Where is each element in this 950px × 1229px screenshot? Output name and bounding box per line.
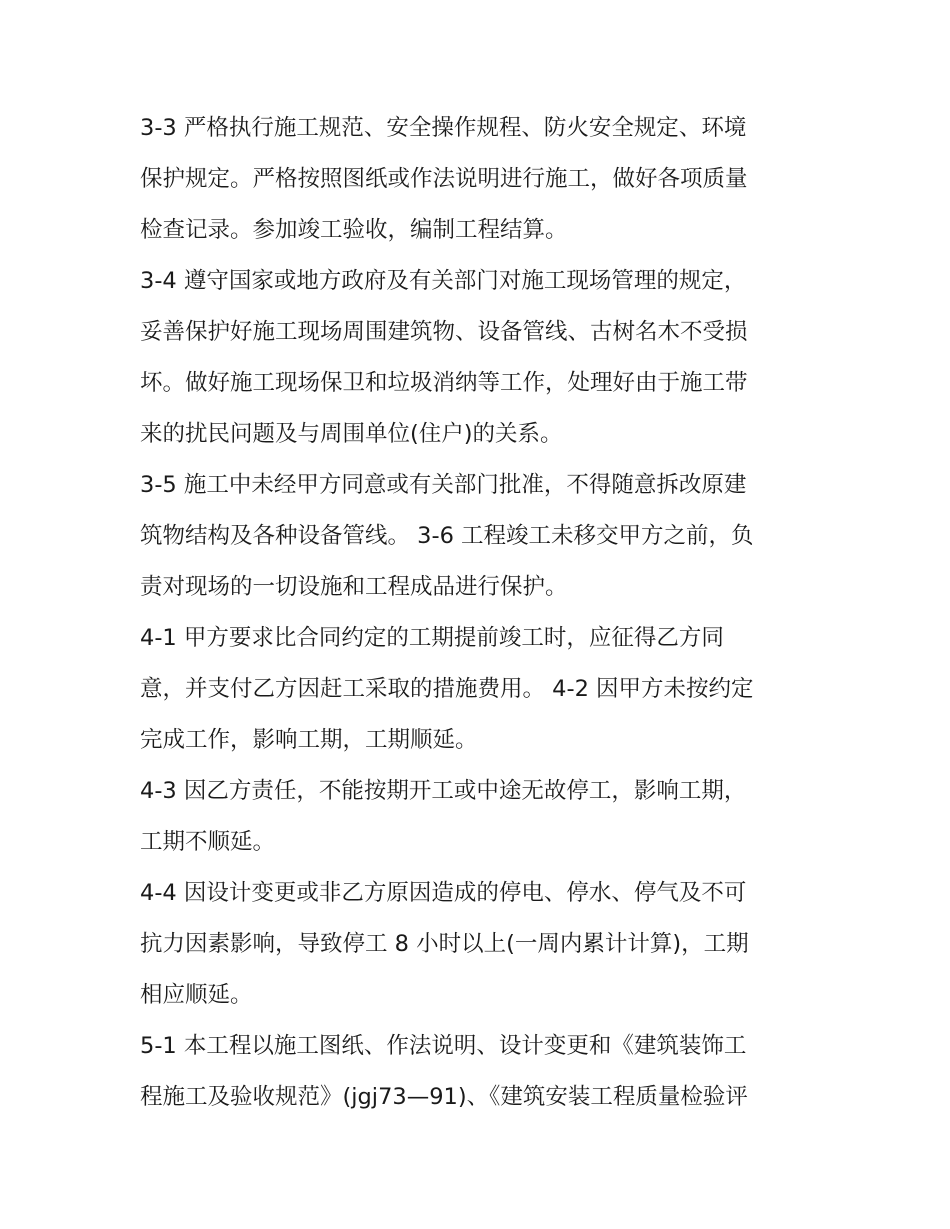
text-line: 工期不顺延。 [140,829,276,855]
text-line: 4-3 因乙方责任，不能按期开工或中途无故停工，影响工期， [140,778,747,804]
text-line: 坏。做好施工现场保卫和垃圾消纳等工作，处理好由于施工带 [140,370,748,396]
paragraph-4-4 [140,868,820,1021]
text-line: 3-4 遵守国家或地方政府及有关部门对施工现场管理的规定， [140,268,747,294]
text-line: 相应顺延。 [140,982,253,1008]
text-line: 程施工及验收规范》(jgj73—91)、《建筑安装工程质量检验评 [140,1084,748,1110]
text-line: 3-5 施工中未经甲方同意或有关部门批准，不得随意拆改原建 [140,472,747,498]
text-line: 妥善保护好施工现场周围建筑物、设备管线、古树名木不受损 [140,319,748,345]
text-line: 4-4 因设计变更或非乙方原因造成的停电、停水、停气及不可 [140,880,747,906]
paragraph-4-3 [140,766,820,868]
text-line: 5-1 本工程以施工图纸、作法说明、设计变更和《建筑装饰工 [140,1033,747,1059]
text-line: 抗力因素影响，导致停工 8 小时以上(一周内累计计算)，工期 [140,931,749,957]
paragraph-3-4 [140,256,820,460]
text-line: 检查记录。参加竣工验收，编制工程结算。 [140,217,568,243]
text-line: 筑物结构及各种设备管线。 3-6 工程竣工未移交甲方之前，负 [140,523,754,549]
paragraph-4-1 [140,613,820,766]
paragraph-3-5 [140,460,820,613]
document-body [140,103,820,1123]
text-line: 来的扰民问题及与周围单位(住户)的关系。 [140,421,563,447]
paragraph-5-1 [140,1021,820,1123]
text-line: 责对现场的一切设施和工程成品进行保护。 [140,574,568,600]
text-line: 意，并支付乙方因赶工采取的措施费用。 4-2 因甲方未按约定 [140,676,754,702]
text-line: 完成工作，影响工期，工期顺延。 [140,727,478,753]
text-line: 3-3 严格执行施工规范、安全操作规程、防火安全规定、环境 [140,115,747,141]
paragraph-3-3 [140,103,820,256]
text-line: 4-1 甲方要求比合同约定的工期提前竣工时，应征得乙方同 [140,625,724,651]
text-line: 保护规定。严格按照图纸或作法说明进行施工，做好各项质量 [140,166,748,192]
